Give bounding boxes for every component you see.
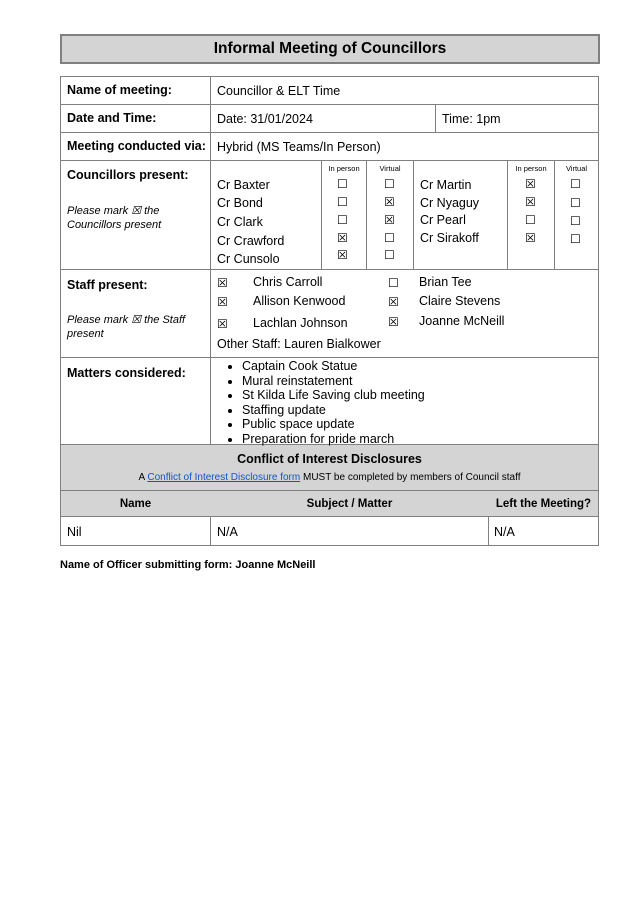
- list-item: • Staffing update: [242, 403, 587, 418]
- councillor-name: Cr Baxter: [217, 178, 270, 192]
- conflict-row-left: N/A: [494, 525, 515, 539]
- staff-checkbox[interactable]: ☒: [217, 317, 228, 331]
- in-person-checkbox[interactable]: ☒: [337, 248, 348, 262]
- col-in-person-left: In person: [328, 164, 360, 173]
- virtual-checkbox[interactable]: ☐: [384, 248, 395, 262]
- document-title: Informal Meeting of Councillors: [60, 34, 600, 64]
- col-left-header: Left the Meeting?: [495, 498, 592, 510]
- col-virtual-left: Virtual: [379, 164, 401, 173]
- virtual-checkbox[interactable]: ☐: [384, 231, 395, 245]
- conducted-label: Meeting conducted via:: [67, 139, 206, 153]
- staff-name: Brian Tee: [419, 275, 472, 289]
- in-person-checkbox[interactable]: ☒: [337, 231, 348, 245]
- staff-name: Joanne McNeill: [419, 314, 505, 328]
- in-person-checkbox[interactable]: ☒: [525, 195, 536, 209]
- staff-checkbox[interactable]: ☒: [388, 295, 399, 309]
- virtual-checkbox[interactable]: ☐: [570, 232, 581, 246]
- list-item: • Captain Cook Statue: [242, 359, 587, 374]
- other-staff: Other Staff: Lauren Bialkower: [217, 337, 381, 351]
- virtual-checkbox[interactable]: ☐: [570, 196, 581, 210]
- conducted-value: Hybrid (MS Teams/In Person): [217, 140, 381, 154]
- col-name-header: Name: [119, 498, 152, 510]
- list-item: • Public space update: [242, 417, 587, 432]
- staff-name: Chris Carroll: [253, 275, 323, 289]
- conflict-note-prefix: A: [138, 472, 148, 483]
- virtual-checkbox[interactable]: ☐: [384, 177, 395, 191]
- meeting-name-value: Councillor & ELT Time: [217, 84, 341, 98]
- staff-checkbox[interactable]: ☒: [217, 276, 228, 290]
- staff-note: Please mark ☒ the Staff present: [67, 314, 186, 340]
- conflict-note-suffix: MUST be completed by members of Council staff: [300, 472, 521, 483]
- col-subject-header: Subject / Matter: [306, 498, 393, 510]
- virtual-checkbox[interactable]: ☒: [384, 213, 395, 227]
- list-item: • St Kilda Life Saving club meeting: [242, 388, 587, 403]
- list-item: • Preparation for pride march: [242, 432, 587, 447]
- in-person-checkbox[interactable]: ☐: [337, 177, 348, 191]
- col-in-person-right: In person: [515, 164, 547, 173]
- date-value: Date: 31/01/2024: [217, 112, 313, 126]
- conflict-row-subject: N/A: [217, 525, 238, 539]
- submitting-officer: Name of Officer submitting form: Joanne McNeill: [60, 559, 316, 571]
- staff-name: Lachlan Johnson: [253, 316, 348, 330]
- councillor-name: Cr Pearl: [420, 213, 466, 227]
- staff-checkbox[interactable]: ☒: [217, 295, 228, 309]
- meeting-name-label: Name of meeting:: [67, 83, 172, 97]
- councillor-name: Cr Cunsolo: [217, 252, 280, 266]
- matters-list: [217, 359, 587, 446]
- matters-label: Matters considered:: [67, 366, 186, 380]
- councillor-name: Cr Clark: [217, 215, 263, 229]
- councillors-label: Councillors present:: [67, 168, 189, 182]
- councillor-name: Cr Nyaguy: [420, 196, 480, 210]
- virtual-checkbox[interactable]: ☒: [384, 195, 395, 209]
- staff-label: Staff present:: [67, 278, 148, 292]
- conflict-form-link[interactable]: Conflict of Interest Disclosure form: [147, 472, 301, 483]
- staff-name: Claire Stevens: [419, 294, 501, 308]
- time-value: Time: 1pm: [442, 112, 501, 126]
- in-person-checkbox[interactable]: ☒: [525, 231, 536, 245]
- in-person-checkbox[interactable]: ☐: [337, 195, 348, 209]
- in-person-checkbox[interactable]: ☒: [525, 177, 536, 191]
- councillor-name: Cr Sirakoff: [420, 231, 479, 245]
- conflict-heading: Conflict of Interest Disclosures: [237, 452, 422, 466]
- councillors-note: Please mark ☒ the Councillors present: [67, 205, 162, 231]
- virtual-checkbox[interactable]: ☐: [570, 214, 581, 228]
- staff-checkbox[interactable]: ☐: [388, 276, 399, 290]
- in-person-checkbox[interactable]: ☐: [337, 213, 348, 227]
- councillor-name: Cr Crawford: [217, 234, 285, 248]
- conflict-row-name: Nil: [67, 525, 82, 539]
- col-virtual-right: Virtual: [565, 164, 588, 173]
- conflict-note: [61, 472, 598, 483]
- councillor-name: Cr Bond: [217, 196, 263, 210]
- in-person-checkbox[interactable]: ☐: [525, 213, 536, 227]
- list-item: • Mural reinstatement: [242, 374, 587, 389]
- staff-checkbox[interactable]: ☒: [388, 315, 399, 329]
- virtual-checkbox[interactable]: ☐: [570, 177, 581, 191]
- staff-name: Allison Kenwood: [253, 294, 346, 308]
- date-time-label: Date and Time:: [67, 111, 157, 125]
- councillor-name: Cr Martin: [420, 178, 472, 192]
